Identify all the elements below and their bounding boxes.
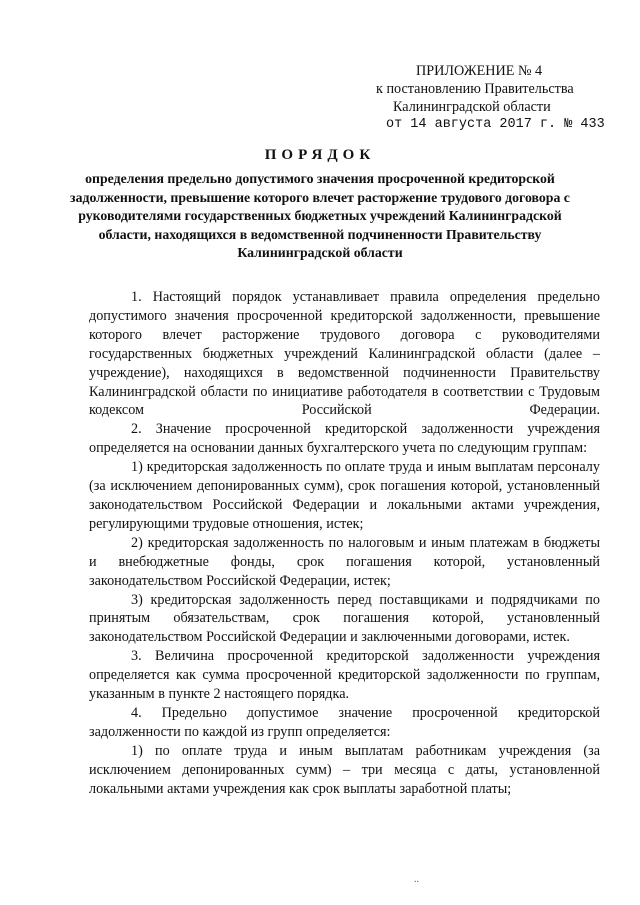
annex-title: ПРИЛОЖЕНИЕ № 4 — [416, 63, 543, 79]
annex-block — [376, 62, 605, 134]
scan-mark: .. — [414, 874, 419, 885]
paragraph-1: 1. Настоящий порядок устанавливает правила определения предельно допустимого значения просроченной кредиторской задолженности, превышение которого влечет расторжение трудового договора с руководителями государственных бюджетных учреждений Калининградской области (далее – учреждение), находящихся в ведомственной подчиненности Правительству Калининградской области по инициативе работодателя в соответствии с Трудовым кодексом Российской Федерации. — [89, 289, 600, 419]
document-body — [89, 288, 600, 798]
annex-date-number: от 14 августа 2017 г. № 433 — [386, 117, 605, 132]
document-subtitle: определения предельно допустимого значения просроченной кредиторской задолженности, превышение которого влечет расторжение трудового договора с руководителями государственных бюджетных учреждений Калининградской области, находящихся в ведомственной подчиненности Правительству Калининградской области — [70, 171, 570, 260]
annex-line-decree: к постановлению Правительства — [376, 81, 574, 97]
annex-line-region: Калининградской области — [393, 99, 551, 115]
paragraph-2-item-1: 1) кредиторская задолженность по оплате труда и иным выплатам персоналу (за исключением депонированных сумм), срок погашения которой, установленный законодательством Российской Федерации и локальными актами учреждения, регулирующими трудовые отношения, истек; — [89, 459, 600, 532]
paragraph-2-item-3: 3) кредиторская задолженность перед поставщиками и подрядчиками по принятым обязательствам, срок погашения которой, установленный законодательством Российской Федерации и заключенными договорами, истек. — [89, 591, 600, 646]
paragraph-4-item-1: 1) по оплате труда и иным выплатам работникам учреждения (за исключением депонированных сумм) – три месяца с даты, установленной локальными актами учреждения как срок выплаты заработной платы; — [89, 742, 600, 797]
document-heading: ПОРЯДОК — [264, 147, 376, 163]
paragraph-4: 4. Предельно допустимое значение просроченной кредиторской задолженности по каждой из групп определяется: — [89, 704, 600, 740]
paragraph-2-item-2: 2) кредиторская задолженность по налоговым и иным платежам в бюджеты и внебюджетные фонды, срок погашения которой, установленный законодательством Российской Федерации, истек; — [89, 534, 600, 589]
paragraph-2: 2. Значение просроченной кредиторской задолженности учреждения определяется на основании данных бухгалтерского учета по следующим группам: — [89, 421, 600, 457]
paragraph-3: 3. Величина просроченной кредиторской задолженности учреждения определяется как сумма просроченной кредиторской задолженности по группам, указанным в пункте 2 настоящего порядка. — [89, 648, 600, 703]
